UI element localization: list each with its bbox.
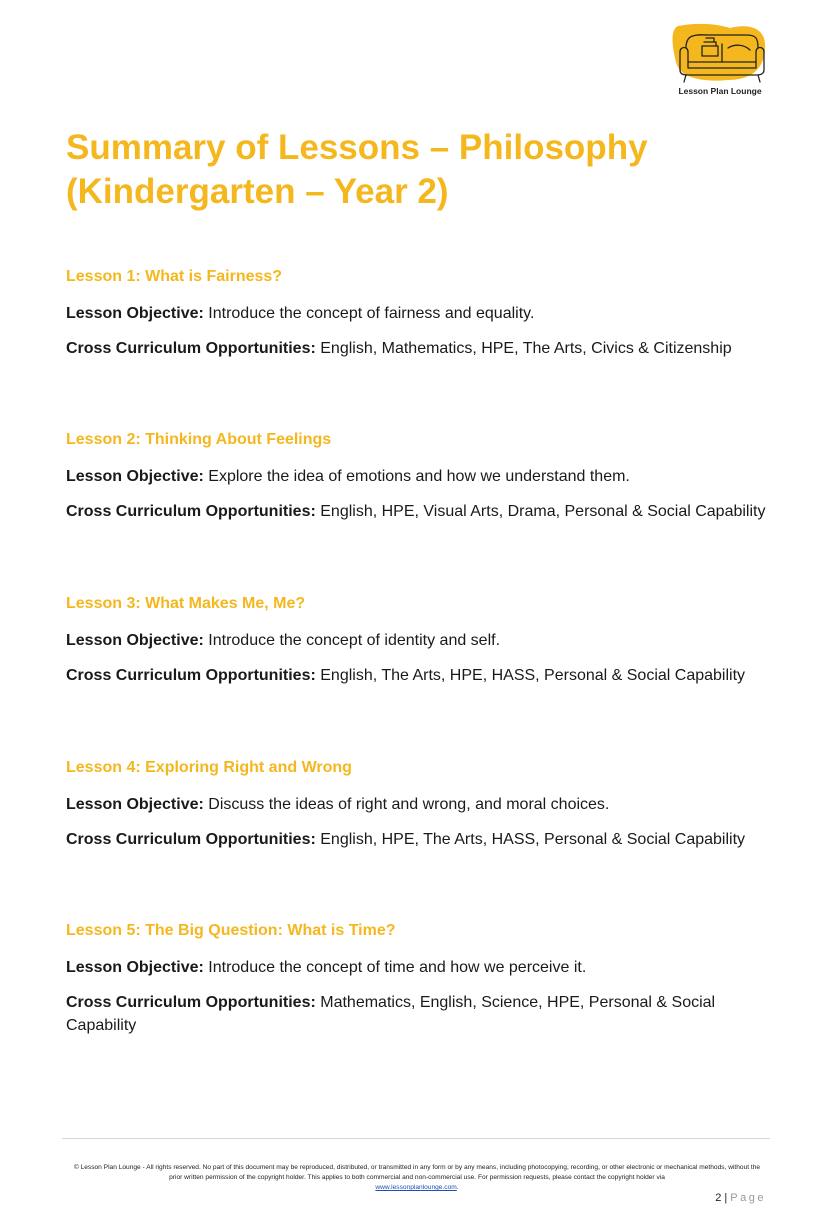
- cross-curriculum-label: Cross Curriculum Opportunities:: [66, 994, 316, 1011]
- cross-curriculum-label: Cross Curriculum Opportunities:: [66, 667, 316, 684]
- website-link[interactable]: www.lessonplanlounge.com: [375, 1184, 457, 1191]
- lesson-2: [66, 430, 766, 523]
- cross-curriculum: [66, 991, 766, 1037]
- page-title: Summary of Lessons – Philosophy (Kindergarten – Year 2): [66, 128, 648, 211]
- lesson-objective: [66, 465, 766, 488]
- lesson-1: [66, 267, 766, 360]
- cross-curriculum: [66, 500, 766, 523]
- lesson-objective: [66, 956, 766, 979]
- objective-label: Lesson Objective:: [66, 305, 204, 322]
- lesson-heading: Lesson 3: What Makes Me, Me?: [66, 595, 306, 612]
- lesson-heading: Lesson 1: What is Fairness?: [66, 268, 283, 285]
- page-separator: |: [724, 1192, 728, 1204]
- lesson-heading: Lesson 2: Thinking About Feelings: [66, 431, 332, 448]
- lesson-objective: [66, 302, 766, 325]
- objective-label: Lesson Objective:: [66, 796, 204, 813]
- cross-curriculum: [66, 828, 766, 851]
- lesson-4: [66, 758, 766, 851]
- cross-curriculum-label: Cross Curriculum Opportunities:: [66, 340, 316, 357]
- lesson-heading: Lesson 5: The Big Question: What is Time?: [66, 922, 396, 939]
- page-number-value: 2: [715, 1192, 722, 1204]
- objective-text: Introduce the concept of identity and self.: [208, 632, 501, 649]
- cross-curriculum-label: Cross Curriculum Opportunities:: [66, 831, 316, 848]
- objective-text: Introduce the concept of time and how we perceive it.: [208, 959, 587, 976]
- lesson-3: [66, 594, 766, 687]
- sofa-logo-icon: [668, 22, 772, 86]
- logo-wordmark: Lesson Plan Lounge: [678, 86, 762, 96]
- cross-curriculum: [66, 664, 766, 687]
- cross-curriculum-text: English, HPE, Visual Arts, Drama, Personal & Social Capability: [320, 503, 766, 520]
- cross-curriculum-text: Mathematics, English, Science, HPE, Personal & Social Capability: [66, 994, 716, 1034]
- lesson-heading: Lesson 4: Exploring Right and Wrong: [66, 759, 352, 776]
- objective-text: Introduce the concept of fairness and equality.: [208, 305, 535, 322]
- footer-copyright: [70, 1163, 764, 1193]
- objective-text: Explore the idea of emotions and how we understand them.: [208, 468, 630, 485]
- lesson-objective: [66, 793, 766, 816]
- cross-curriculum-text: English, The Arts, HPE, HASS, Personal & Social Capability: [320, 667, 746, 684]
- page-word: Page: [730, 1192, 766, 1204]
- link-suffix: .: [456, 1184, 459, 1191]
- objective-label: Lesson Objective:: [66, 959, 204, 976]
- cross-curriculum-text: English, HPE, The Arts, HASS, Personal & Social Capability: [320, 831, 746, 848]
- copyright-text: © Lesson Plan Lounge - All rights reserved. No part of this document may be reproduced, distributed, or transmitted in any form or by any means, including photocopying, recording, or other electronic or mechanical methods, without the prior written permission of the copyright holder. This applies to both commercial and non-commercial use. For permission requests, please contact the copyright holder via: [73, 1164, 761, 1181]
- objective-label: Lesson Objective:: [66, 468, 204, 485]
- footer-divider: [62, 1138, 770, 1139]
- cross-curriculum-label: Cross Curriculum Opportunities:: [66, 503, 316, 520]
- cross-curriculum: [66, 337, 766, 360]
- page-number: [715, 1192, 766, 1204]
- objective-text: Discuss the ideas of right and wrong, and moral choices.: [208, 796, 610, 813]
- lesson-5: [66, 921, 766, 1037]
- brand-logo: [668, 22, 772, 102]
- lesson-objective: [66, 629, 766, 652]
- cross-curriculum-text: English, Mathematics, HPE, The Arts, Civics & Citizenship: [320, 340, 732, 357]
- objective-label: Lesson Objective:: [66, 632, 204, 649]
